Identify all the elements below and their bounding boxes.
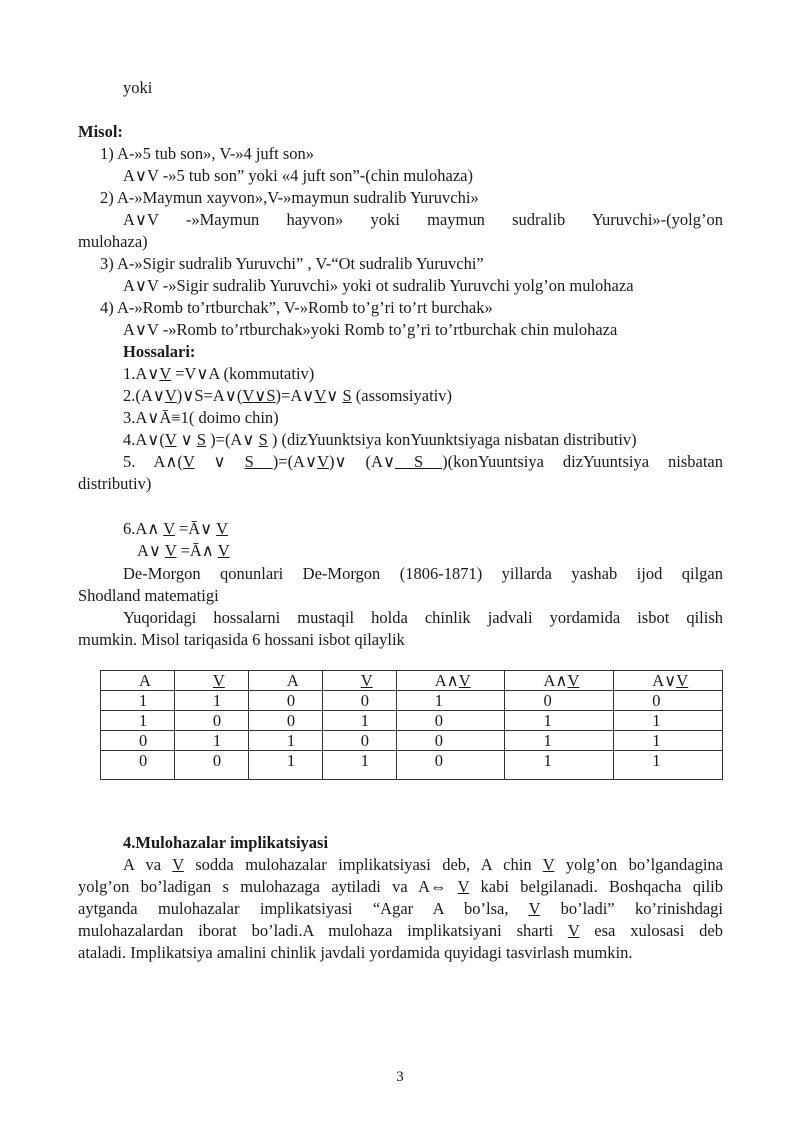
table-cell: 0 [174,751,248,780]
example-3-line-2: A∨V -»Sigir sudralib Yuruvchi» yoki ot sudralib Yuruvchi yolg’on mulohaza [123,276,634,295]
table-cell: 1 [505,751,614,780]
table-cell: 0 [101,751,175,780]
table-row [101,751,723,780]
example-1-line-1: 1) A-»5 tub son», V-»4 juft son» [100,144,315,163]
table-header-cell: A∧V [396,671,505,691]
table-row [101,731,723,751]
table-cell: 1 [322,711,396,731]
table-cell: 0 [174,711,248,731]
table-header-cell: A [248,671,322,691]
table-cell: 1 [614,711,723,731]
table-cell: 0 [248,691,322,711]
property-6-line-1: 6.A∧ V =Ā∨ V [123,519,228,538]
table-cell: 1 [396,691,505,711]
section-heading-implication: 4.Mulohazalar implikatsiyasi [123,833,329,852]
table-cell: 0 [396,711,505,731]
page-number: 3 [396,1069,404,1085]
table-cell: 1 [101,691,175,711]
truth-table [100,670,723,780]
implication-line-3: aytganda mulohazalar implikatsiyasi “Agar A bo’lsa, V bo’ladi” ko’rinishdagi [78,899,724,918]
example-3-line-1: 3) A-»Sigir sudralib Yuruvchi” , V-“Ot sudralib Yuruvchi” [100,254,484,273]
property-5-cont: distributiv) [78,474,152,493]
property-2: 2.(A∨V)∨S=A∨(V∨S)=A∨V∨ S (assomsiyativ) [123,386,452,405]
implication-line-4: mulohazalardan iborat bo’ladi.A mulohaza implikatsiyani sharti V esa xulosasi deb [78,921,724,940]
table-cell: 1 [174,731,248,751]
table-header-cell: A∧V [505,671,614,691]
table-header-row [101,671,723,691]
implication-line-1: A va V sodda mulohazalar implikatsiyasi deb, A chin V yolg’on bo’lgandagina [123,855,723,874]
table-header-cell: V [174,671,248,691]
property-1: 1.A∨V =V∨A (kommutativ) [123,364,315,383]
property-6-line-2: A∨ V =Ā∧ V [137,541,230,560]
table-cell: 1 [322,751,396,780]
table-row [101,711,723,731]
example-2-line-3: mulohaza) [78,232,148,251]
table-row [101,691,723,711]
example-2-line-1: 2) A-»Maymun xayvon»,V-»maymun sudralib Yuruvchi» [100,188,479,207]
demorgan-line-1: De-Morgon qonunlari De-Morgon (1806-1871) yillarda yashab ijod qilgan [123,564,723,583]
example-1-line-2: A∨V -»5 tub son” yoki «4 juft son”-(chin mulohaza) [123,166,473,185]
property-3: 3.A∨Ā≡1( doimo chin) [123,408,279,427]
table-cell: 0 [248,711,322,731]
property-5: 5. A∧(V ∨ S )=(A∨V)∨ (A∨ S )(konYuuntsiya dizYuuntsiya nisbatan [123,452,724,471]
table-cell: 0 [322,731,396,751]
table-cell: 0 [101,731,175,751]
table-header-cell: V [322,671,396,691]
table-header-cell: A [101,671,175,691]
hossalari-heading: Hossalari: [123,342,196,361]
implication-line-2: yolg’on bo’ladigan s mulohazaga aytiladi va A⇔ V kabi belgilanadi. Boshqacha qilib [78,877,723,896]
property-4: 4.A∨(V ∨ S )=(A∨ S ) (dizYuunktsiya konYuunktsiyaga nisbatan distributiv) [123,430,637,449]
misol-heading: Misol: [78,122,123,141]
table-cell: 0 [614,691,723,711]
table-header-cell: A∨V [614,671,723,691]
table-cell: 1 [505,731,614,751]
table-cell: 1 [248,731,322,751]
yuqoridagi-line-1: Yuqoridagi hossalarni mustaqil holda chinlik jadvali yordamida isbot qilish [123,608,723,627]
table-cell: 1 [174,691,248,711]
example-4-line-1: 4) A-»Romb to’rtburchak”, V-»Romb to’g’ri to’rt burchak» [100,298,493,317]
implication-line-5: ataladi. Implikatsiya amalini chinlik javdali yordamida quyidagi tasvirlash mumkin. [78,943,633,962]
table-cell: 0 [505,691,614,711]
table-cell: 1 [505,711,614,731]
table-cell: 1 [248,751,322,780]
table-cell: 1 [614,751,723,780]
table-cell: 1 [614,731,723,751]
text-yoki: yoki [123,78,153,97]
table-cell: 0 [396,731,505,751]
table-cell: 0 [396,751,505,780]
yuqoridagi-line-2: mumkin. Misol tariqasida 6 hossani isbot qilaylik [78,630,405,649]
table-cell: 1 [101,711,175,731]
demorgan-line-2: Shodland matematigi [78,586,219,605]
table-cell: 0 [322,691,396,711]
example-4-line-2: A∨V -»Romb to’rtburchak»yoki Romb to’g’ri to’rtburchak chin mulohaza [123,320,618,339]
example-2-line-2: A∨V -»Maymun hayvon» yoki maymun sudralib Yuruvchi»-(yolg’on [123,210,723,229]
